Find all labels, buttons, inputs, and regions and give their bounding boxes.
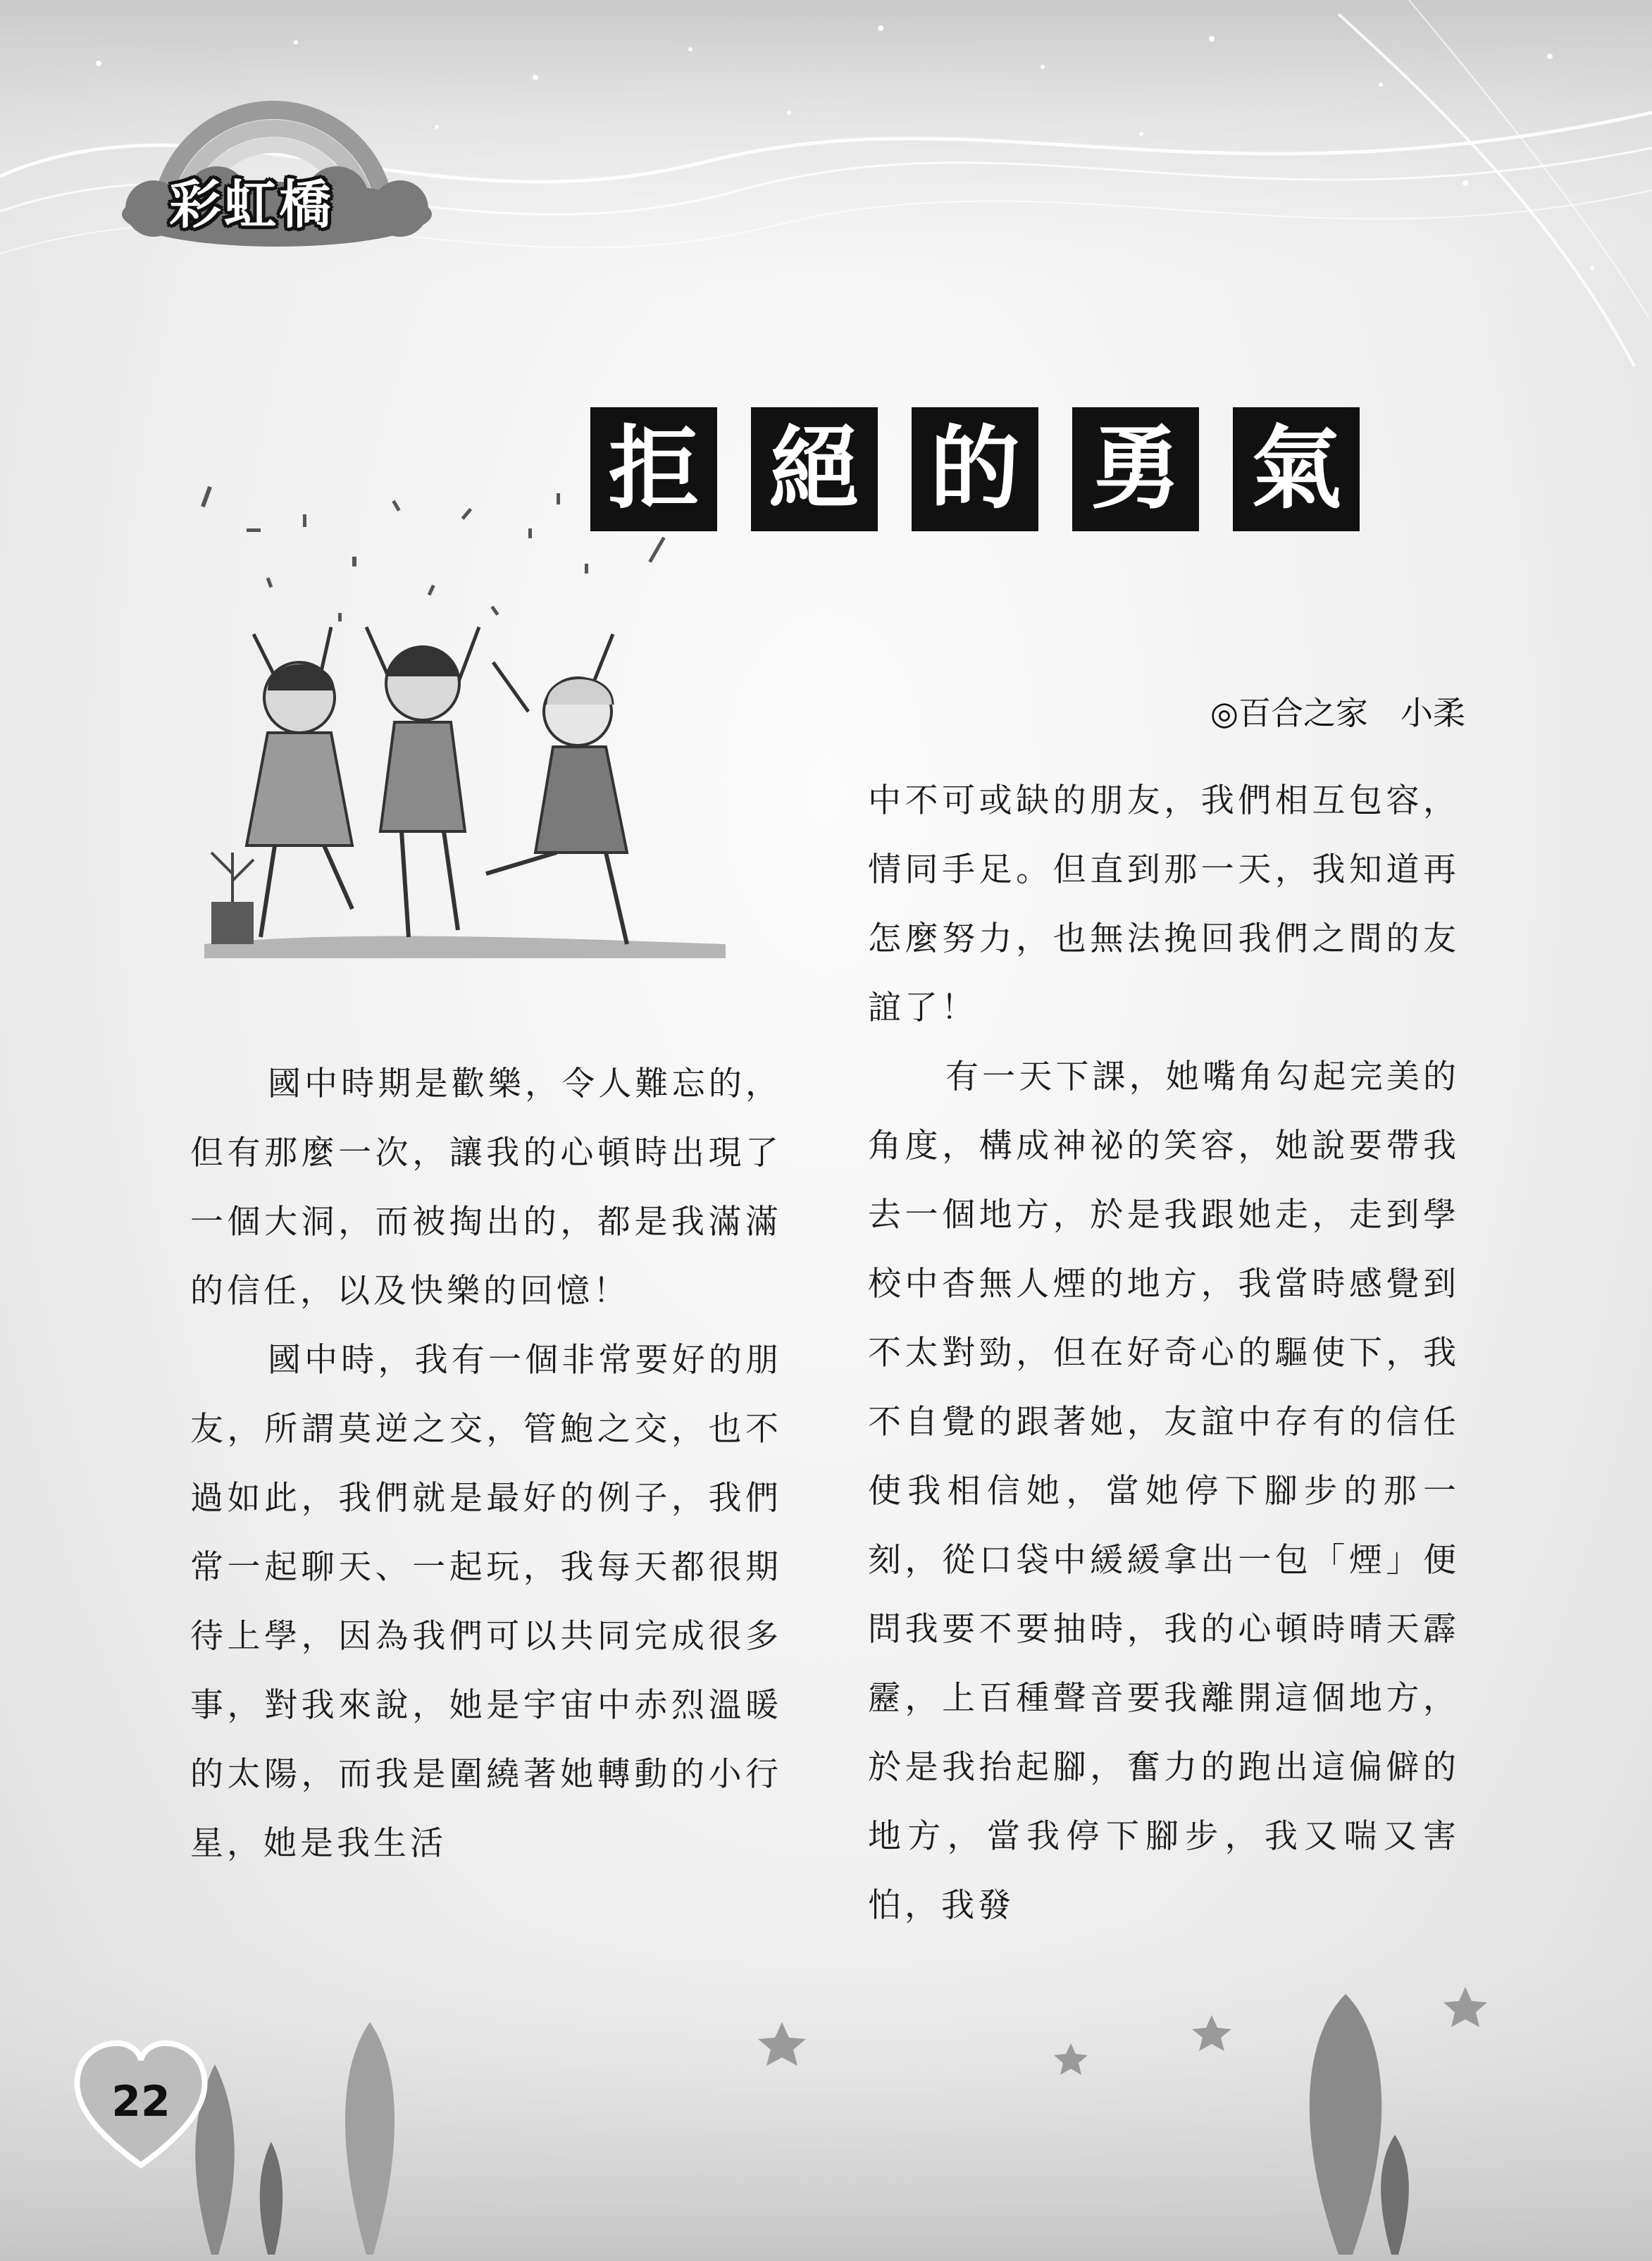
title-char: 的 <box>912 407 1038 531</box>
paragraph: 有一天下課，她嘴角勾起完美的角度，構成神祕的笑容，她說要帶我去一個地方，於是我跟她走，走到學校中杳無人煙的地方，我當時感覺到不太對勁，但在好奇心的驅使下，我不自覺的跟著她，友誼中存有的信任使我相信她，當她停下腳步的那一刻，從口袋中緩緩拿出一包「煙」便問我要不要抽時，我的心頓時晴天霹靂，上百種聲音要我離開這個地方，於是我抬起腳，奮力的跑出這偏僻的地方，當我停下腳步，我又喘又害怕，我發 <box>868 1058 1460 1925</box>
column-name: 彩虹橋 <box>169 175 334 235</box>
page-number-badge <box>70 2035 211 2176</box>
byline: ◎百合之家 小柔 <box>1210 694 1465 732</box>
illustration-three-girls-dancing <box>162 451 740 986</box>
paragraph-continuation: 中不可或缺的朋友，我們相互包容，情同手足。但直到那一天，我知道再怎麼努力，也無法挽回我們之間的友誼了！ <box>868 781 1460 1027</box>
body-text-right-column <box>868 767 1460 1940</box>
paragraph: 國中時期是歡樂，令人難忘的，但有那麼一次，讓我的心頓時出現了一個大洞，而被掏出的，都是我滿滿的信任，以及快樂的回憶！ <box>190 1065 782 1311</box>
body-text-left-column <box>190 1050 782 1878</box>
page-number: 22 <box>111 2077 170 2126</box>
paragraph: 國中時，我有一個非常要好的朋友，所謂莫逆之交，管鮑之交，也不過如此，我們就是最好的例子，我們常一起聊天、一起玩，我每天都很期待上學，因為我們可以共同完成很多事，對我來說，她是宇宙中赤烈溫暖的太陽，而我是圍繞著她轉動的小行星，她是我生活 <box>190 1341 782 1863</box>
title-char: 絕 <box>751 407 878 531</box>
title-char: 勇 <box>1072 407 1199 531</box>
title-char: 氣 <box>1233 407 1360 531</box>
title-char: 拒 <box>590 407 717 531</box>
